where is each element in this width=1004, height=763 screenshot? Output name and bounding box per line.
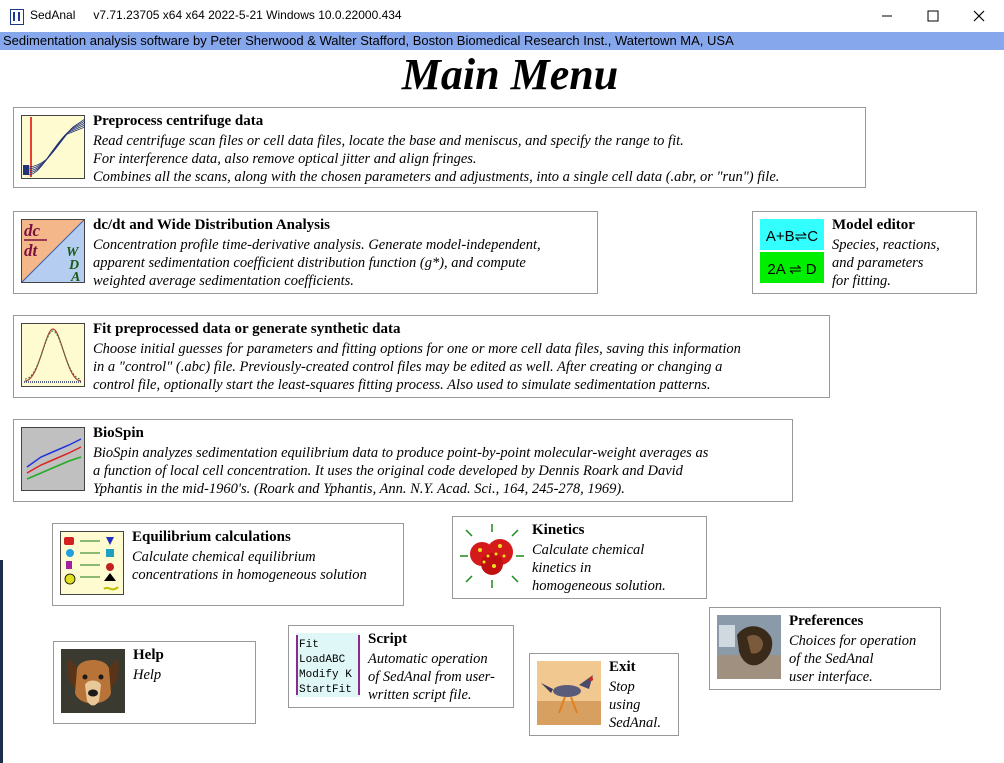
biospin-graph-icon <box>21 427 85 491</box>
kinetics-line-3: homogeneous solution. <box>532 578 666 594</box>
model-icon-top: A+B⇌C <box>765 228 819 245</box>
help-description <box>133 666 161 684</box>
fit-line-3: control file, optionally start the least-squares fitting process. Also used to simulate sedimentation patterns. <box>93 377 711 393</box>
equilibrium-line-1: Calculate chemical equilibrium <box>132 549 316 565</box>
biospin-title: BioSpin <box>93 425 144 441</box>
equilibrium-panel[interactable] <box>52 523 404 606</box>
sedanal-app-icon[interactable] <box>10 9 24 25</box>
window-title <box>30 8 402 22</box>
model-editor-panel[interactable] <box>752 211 977 294</box>
equilibrium-description <box>132 548 367 584</box>
app-name: SedAnal <box>30 8 76 22</box>
dcdt-icon-dt: dt <box>24 241 38 260</box>
script-icon-line-4: StartFit <box>299 684 352 696</box>
biospin-line-3: Yphantis in the mid-1960's. (Roark and Yphantis, Ann. N.Y. Acad. Sci., 164, 245-278, 1969). <box>93 481 625 497</box>
script-icon-line-2: LoadABC <box>299 654 346 666</box>
preferences-description <box>789 632 916 686</box>
kinetics-panel[interactable] <box>452 516 707 599</box>
preferences-line-2: of the SedAnal <box>789 651 874 667</box>
kinetics-title: Kinetics <box>532 522 585 538</box>
dcdt-icon-w: W <box>66 245 79 260</box>
minimize-button[interactable] <box>864 0 910 32</box>
dcdt-icon-a: A <box>71 270 81 283</box>
biospin-line-2: a function of local cell concentration. It uses the original code developed by Dennis Roark and David <box>93 463 683 479</box>
dcdt-icon-dc: dc <box>24 221 41 240</box>
credits-bar: Sedimentation analysis software by Peter Sherwood & Walter Stafford, Boston Biomedical Research Inst., Watertown MA, USA <box>0 32 1004 50</box>
fit-curve-icon <box>21 323 85 387</box>
maximize-icon <box>927 10 939 22</box>
kinetics-explosion-icon <box>460 524 524 588</box>
dcdt-title: dc/dt and Wide Distribution Analysis <box>93 217 331 233</box>
script-icon-line-3: Modify K <box>299 669 352 681</box>
exit-title: Exit <box>609 659 636 675</box>
model-editor-title: Model editor <box>832 217 915 233</box>
desktop-edge <box>0 560 3 763</box>
dcdt-line-2: apparent sedimentation coefficient distribution function (g*), and compute <box>93 255 526 271</box>
preferences-panel[interactable] <box>709 607 941 690</box>
page-title: Main Menu <box>401 50 619 99</box>
model-icon-bottom: 2A ⇌ D <box>767 261 817 278</box>
script-line-1: Automatic operation <box>368 651 488 667</box>
exit-line-2: using <box>609 697 641 713</box>
equilibrium-title: Equilibrium calculations <box>132 529 291 545</box>
preprocess-title: Preprocess centrifuge data <box>93 113 264 129</box>
equilibrium-molecules-icon <box>60 531 124 595</box>
exit-description <box>609 678 661 732</box>
script-description <box>368 650 495 704</box>
kinetics-line-2: kinetics in <box>532 560 592 576</box>
equilibrium-line-2: concentrations in homogeneous solution <box>132 567 367 583</box>
dcdt-description <box>93 236 541 290</box>
model-editor-line-3: for fitting. <box>832 273 891 289</box>
preferences-line-1: Choices for operation <box>789 633 917 649</box>
help-dog-icon <box>61 649 125 713</box>
model-editor-line-2: and parameters <box>832 255 924 271</box>
preprocess-scan-icon <box>21 115 85 179</box>
exit-line-3: SedAnal. <box>609 715 661 731</box>
preferences-photo-icon <box>717 615 781 679</box>
dcdt-wda-icon <box>21 219 85 283</box>
preprocess-description <box>93 132 779 186</box>
exit-roadrunner-icon <box>537 661 601 725</box>
version-text: v7.71.23705 x64 x64 2022-5-21 Windows 10.0.22000.434 <box>93 8 402 22</box>
script-line-3: written script file. <box>368 687 472 703</box>
preprocess-line-1: Read centrifuge scan files or cell data files, locate the base and meniscus, and specify the range to fit. <box>93 133 684 149</box>
minimize-icon <box>881 10 893 22</box>
model-editor-icon <box>760 219 824 283</box>
dcdt-icon-d: D <box>69 258 80 273</box>
help-title: Help <box>133 647 164 663</box>
preferences-line-3: user interface. <box>789 669 873 685</box>
close-button[interactable] <box>956 0 1002 32</box>
dcdt-panel[interactable] <box>13 211 598 294</box>
fit-title: Fit preprocessed data or generate synthetic data <box>93 321 401 337</box>
close-icon <box>973 10 985 22</box>
preprocess-panel[interactable] <box>13 107 866 188</box>
script-panel[interactable] <box>288 625 514 708</box>
fit-description <box>93 340 741 394</box>
preprocess-line-2: For interference data, also remove optical jitter and align fringes. <box>93 151 477 167</box>
kinetics-description <box>532 541 666 595</box>
biospin-line-1: BioSpin analyzes sedimentation equilibrium data to produce point-by-point molecular-weight averages as <box>93 445 709 461</box>
biospin-panel[interactable] <box>13 419 793 502</box>
preprocess-line-3: Combines all the scans, along with the chosen parameters and adjustments, into a single cell data (.abr, or "run") file. <box>93 169 780 185</box>
help-line-1: Help <box>133 667 162 683</box>
exit-panel[interactable] <box>529 653 679 736</box>
dcdt-line-3: weighted average sedimentation coefficients. <box>93 273 354 289</box>
exit-line-1: Stop <box>609 679 635 695</box>
biospin-description <box>93 444 708 498</box>
fit-panel[interactable] <box>13 315 830 398</box>
model-editor-description <box>832 236 940 290</box>
fit-line-2: in a "control" (.abc) file. Previously-created control files may be edited as well. After creating or changing a <box>93 359 723 375</box>
fit-line-1: Choose initial guesses for parameters and fitting options for one or more cell data files, saving this information <box>93 341 741 357</box>
kinetics-line-1: Calculate chemical <box>532 542 645 558</box>
dcdt-line-1: Concentration profile time-derivative analysis. Generate model-independent, <box>93 237 541 253</box>
model-editor-line-1: Species, reactions, <box>832 237 940 253</box>
title-bar <box>0 0 1004 32</box>
preferences-title: Preferences <box>789 613 864 629</box>
maximize-button[interactable] <box>910 0 956 32</box>
help-panel[interactable] <box>53 641 256 724</box>
script-title: Script <box>368 631 408 647</box>
script-code-icon <box>296 633 360 697</box>
script-line-2: of SedAnal from user- <box>368 669 495 685</box>
script-icon-line-1: Fit <box>299 639 319 651</box>
